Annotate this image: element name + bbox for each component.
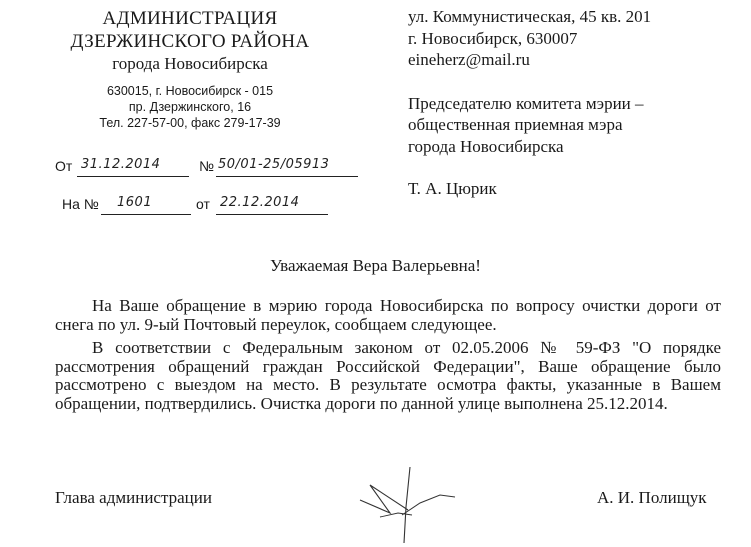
reply-date-label: от [196,196,210,212]
handwritten-signature [350,455,460,545]
outgoing-number-label: № [199,158,215,174]
recipient-street: ул. Коммунистическая, 45 кв. 201 [408,7,652,26]
signatory-name: А. И. Полищук [597,488,707,507]
outgoing-date-field [77,156,189,177]
sender-org-line2: ДЗЕРЖИНСКОГО РАЙОНА [70,31,310,52]
sender-address-line1: 630015, г. Новосибирск - 015 [106,84,274,98]
outgoing-date: 31.12.2014 [81,157,161,172]
reply-number-field [101,194,191,215]
sender-org-city: города Новосибирска [112,54,268,73]
recipient-title-line1: Председателю комитета мэрии – [408,94,644,113]
signatory-position: Глава администрации [55,488,212,507]
sender-org-line1: АДМИНИСТРАЦИЯ [102,8,278,29]
outgoing-date-label: От [55,158,73,174]
greeting: Уважаемая Вера Валерьевна! [270,256,481,275]
reply-date-field [216,194,328,215]
outgoing-number-field [216,156,358,177]
outgoing-number: 50/01-25/05913 [218,157,330,172]
reply-date: 22.12.2014 [220,195,300,210]
recipient-name: Т. А. Цюрик [408,179,497,198]
body-paragraph-1: На Ваше обращение в мэрию города Новосибирска по вопросу очистки дороги от снега по ул. 9-ый Почтовый переулок, сообщаем следующее. [55,296,721,334]
reply-number-label: На № [62,196,99,212]
recipient-city: г. Новосибирск, 630007 [408,29,578,48]
body-paragraph-2: В соответствии с Федеральным законом от 02.05.2006 № 59-ФЗ "О порядке рассмотрения обращений граждан Российской Федерации", Ваше обращение было рассмотрено с выездом на место. В результате осмотра факты, указанные в Вашем обращении, подтвердились. Очистка дороги по данной улице выполнена 25.12.2014. [55,338,721,413]
recipient-title-line3: города Новосибирска [408,137,564,156]
reply-number: 1601 [117,195,153,210]
recipient-title-line2: общественная приемная мэра [408,115,623,134]
recipient-email: eineherz@mail.ru [408,50,530,69]
sender-address-line2: пр. Дзержинского, 16 [128,100,252,114]
sender-phones: Тел. 227-57-00, факс 279-17-39 [99,116,281,130]
